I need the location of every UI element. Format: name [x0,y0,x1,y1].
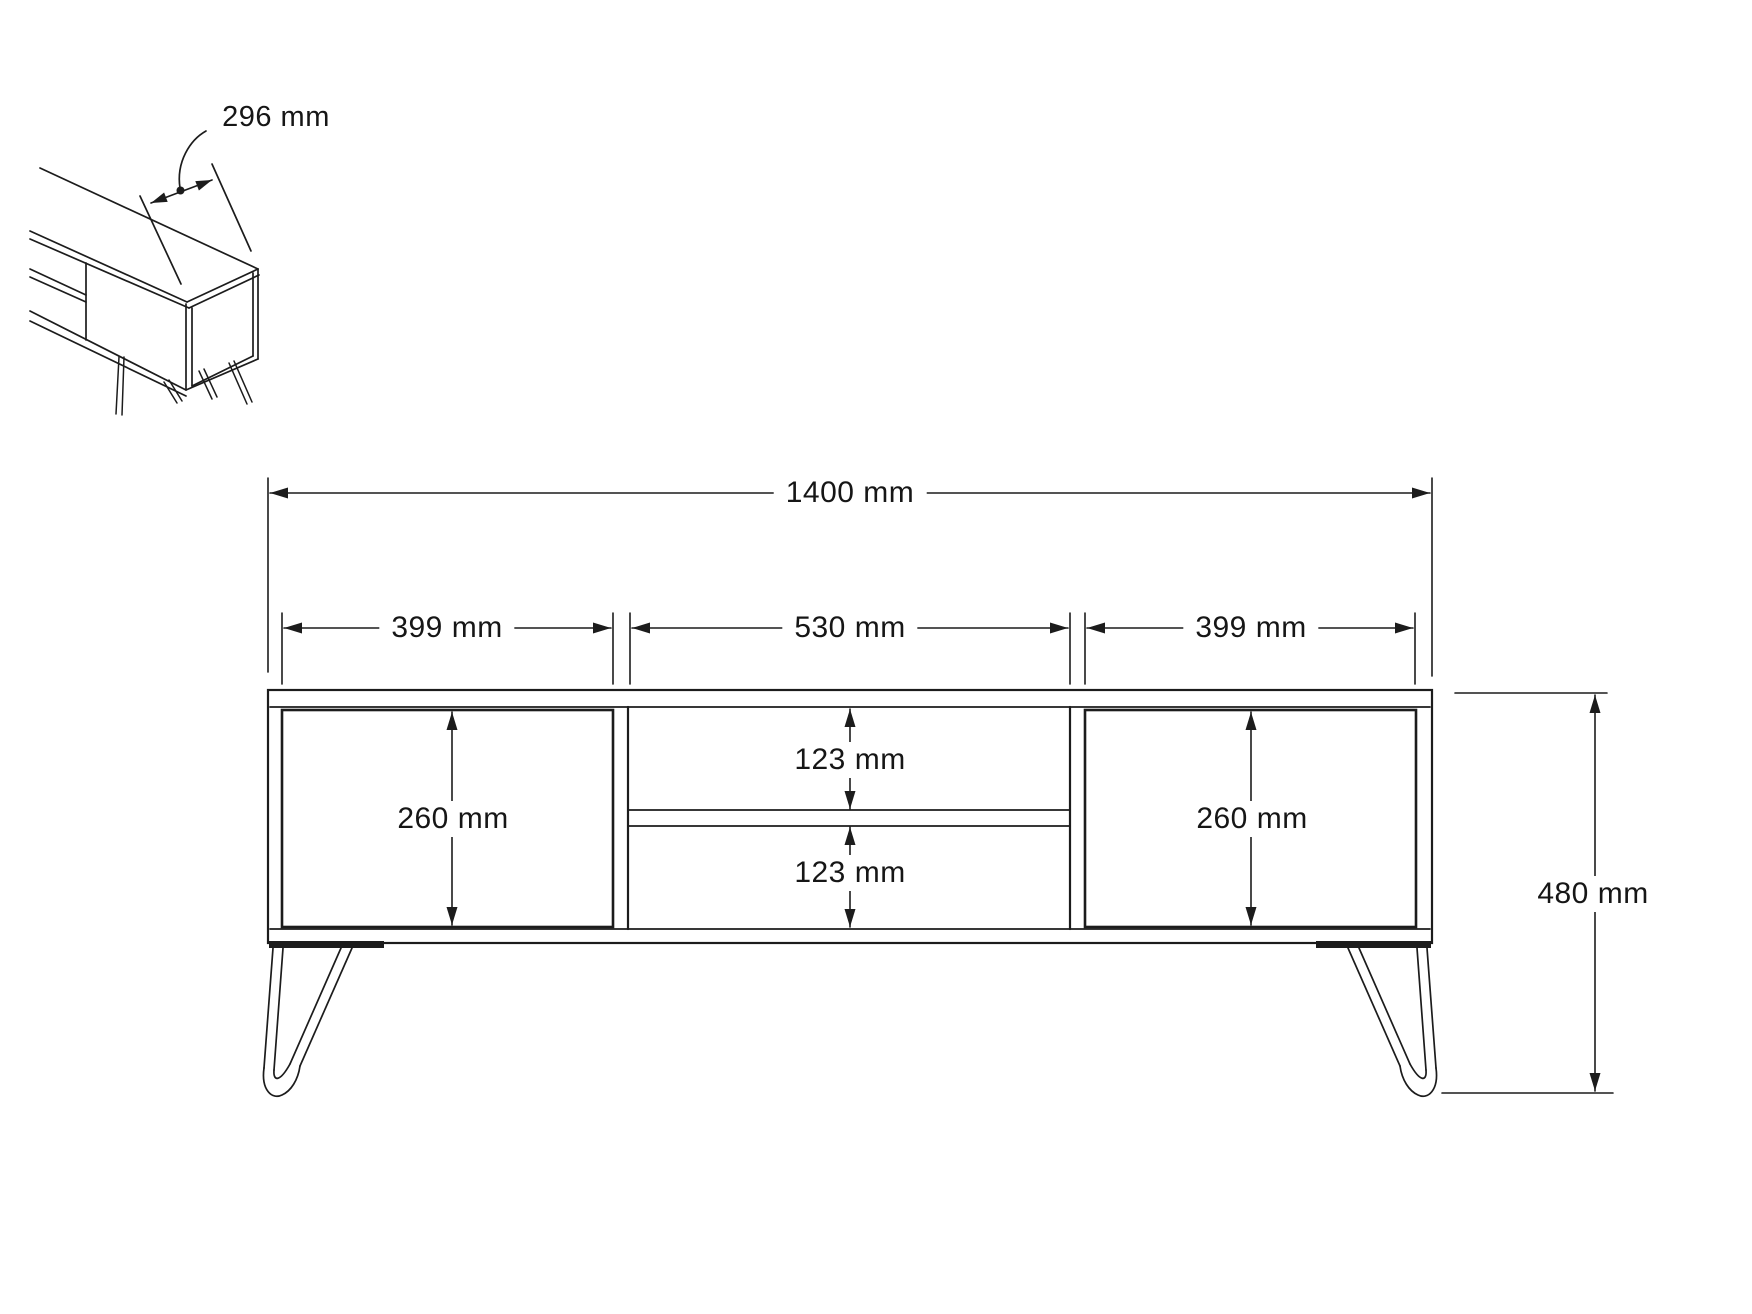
detail-ext-line-front [140,196,181,284]
sketch-shelf-line-upper [30,269,86,295]
sketch-front-bottom-edge-inner [30,321,186,396]
right-leg-u-bend-inner [1410,1064,1426,1078]
sketch-end-bottom-edge [186,359,258,390]
dim-label-right-section-width: 399 mm [1183,610,1318,646]
right-hairpin-leg [1316,941,1437,1096]
sketch-shelf-line-lower [30,277,86,302]
dim-label-overall-width: 1400 mm [774,475,927,511]
dim-label-left-door-height: 260 mm [385,801,520,837]
sketch-end-bottom-edge-inner [192,356,253,386]
sketch-front-bottom-edge [30,311,186,390]
sketch-end-top-edge-inner [189,275,259,308]
right-leg-plate [1316,941,1431,948]
left-hairpin-leg [263,941,384,1096]
dim-label-left-section-width: 399 mm [379,610,514,646]
dim-label-overall-height: 480 mm [1525,876,1660,912]
dim-label-detail-depth: 296 mm [210,99,342,135]
left-leg-u-bend-inner [274,1064,290,1078]
left-leg-u-bend-outer [263,1066,300,1096]
sketch-top-back-edge [40,168,258,269]
sketch-top-front-edge [30,231,187,302]
right-leg-u-bend-outer [1400,1066,1437,1096]
detail-leader-dot [177,187,185,195]
detail-leader-curve [179,131,206,188]
detail-arrowhead-right [195,180,212,191]
detail-ext-line-back [212,164,251,251]
isometric-detail-view [30,131,259,415]
dim-label-upper-opening-height: 123 mm [782,742,917,778]
detail-arrowhead-left [151,193,168,204]
dim-label-middle-section-width: 530 mm [782,610,917,646]
detail-depth-dimension [140,131,251,284]
dim-label-lower-opening-height: 123 mm [782,855,917,891]
sketch-end-top-edge [187,269,258,302]
dim-label-right-door-height: 260 mm [1184,801,1319,837]
dimension-lines [268,478,1613,1093]
left-leg-plate [269,941,384,948]
